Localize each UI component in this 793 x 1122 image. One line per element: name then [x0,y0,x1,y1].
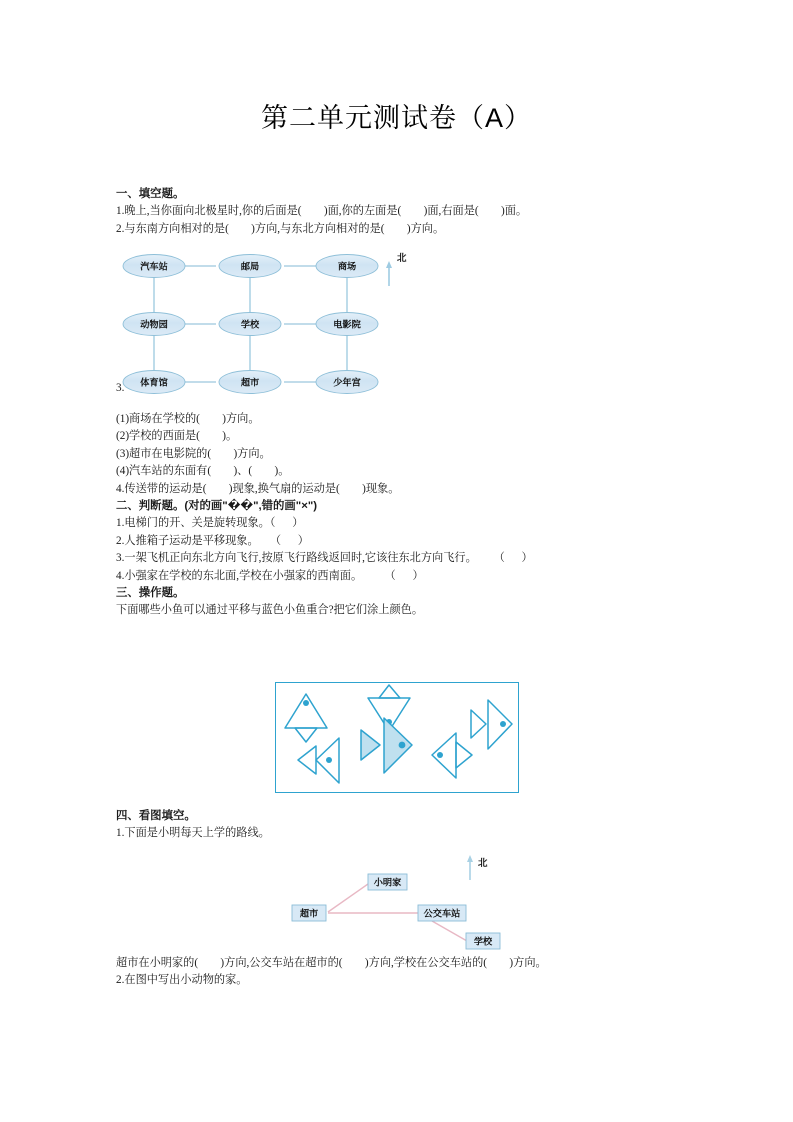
question-3-number: 3. [116,382,125,394]
section-two-item-1: 1.电梯门的开、关是旋转现象。（ ） [116,517,304,530]
page-title: 第二单元测试卷（A） [260,103,532,133]
grid-node-cinema [316,313,378,336]
question-3-sub-2: (2)学校的西面是( )。 [116,430,238,443]
grid-node-label: 超市 [240,377,260,388]
grid-node-zoo [123,313,185,336]
grid-node-mall [316,255,378,278]
route-node-supermarket [292,905,326,921]
route-map-diagram [270,852,530,952]
section-four-question-2-prompt: 2.在图中写出小动物的家。 [116,974,248,987]
section-four-question-1-fill: 超市在小明家的( )方向,公交车站在超市的( )方向,学校在公交车站的( )方向。 [116,957,547,969]
section-one-text-block [116,186,676,238]
section-one-heading: 一、填空题。 [116,188,185,200]
section-one-question-2: 2.与东南方向相对的是( )方向,与东北方向相对的是( )方向。 [116,222,445,235]
question-3-sub-3: (3)超市在电影院的( )方向。 [116,447,271,460]
grid-node-label: 商场 [337,261,357,272]
section-two-item-3: 3.一架飞机正向东北方向飞行,按原飞行路线返回时,它该往东北方向飞行。 （ ） [116,552,533,565]
section-two-item-2: 2.人推箱子运动是平移现象。 （ ） [116,534,309,547]
question-3-sub-1: (1)商场在学校的( )方向。 [116,413,260,425]
section-two-heading: 二、判断题。(对的画"��",错的画"×") [116,500,318,513]
section-four-tail-text-block [116,955,696,990]
section-three-prompt: 下面哪些小鱼可以通过平移与蓝色小鱼重合?把它们涂上颜色。 [116,604,424,617]
section-four-text-block [116,808,696,843]
grid-node-supermarket [219,371,281,394]
compass-north-label: 北 [478,859,488,869]
route-node-label: 学校 [473,936,493,947]
fish-shape-left [432,733,472,778]
route-node-label: 公交车站 [423,908,461,919]
section-one-question-1: 1.晚上,当你面向北极星时,你的后面是( )面,你的左面是( )面,右面是( )面。 [116,205,528,218]
grid-node-label: 体育馆 [140,377,168,388]
grid-node-label: 少年宫 [333,377,361,388]
grid-node-label: 邮局 [240,261,260,272]
grid-map-diagram [116,248,416,400]
fish-shape-right-far-right [471,700,512,749]
grid-node-label: 汽车站 [140,261,168,272]
section-two-item-4: 4.小强家在学校的东北面,学校在小强家的西南面。 （ ） [116,569,424,582]
section-three-heading: 三、操作题。 [116,587,185,600]
grid-node-school [219,313,281,336]
route-node-bus-station [418,905,466,921]
grid-node-gym [123,371,185,394]
fish-shape-right-lower-left [298,738,339,783]
grid-node-youth-palace [316,371,378,394]
fish-shape-right-filled-blue [361,718,412,773]
question-3-sub-4: (4)汽车站的东面有( )、( )。 [116,465,290,478]
grid-node-post-office [219,255,281,278]
grid-node-label: 电影院 [333,319,361,330]
route-node-label: 小明家 [373,877,402,888]
fish-shape-up [285,694,327,742]
route-node-label: 超市 [299,908,319,919]
section-four-heading: 四、看图填空。 [116,810,196,822]
route-node-xiaoming-home [368,874,407,890]
section-one-subquestions-block [116,411,696,620]
grid-node-label: 动物园 [140,319,168,330]
fish-translation-exercise-box [275,682,519,793]
grid-node-label: 学校 [240,319,260,330]
grid-node-bus-station [123,255,185,278]
route-node-school [466,933,500,949]
section-four-question-1-prompt: 1.下面是小明每天上学的路线。 [116,827,270,840]
compass-north-label: 北 [397,254,407,264]
compass-north-icon [386,261,392,286]
section-one-question-4: 4.传送带的运动是( )现象,换气扇的运动是( )现象。 [116,482,400,495]
compass-north-icon [467,855,473,880]
